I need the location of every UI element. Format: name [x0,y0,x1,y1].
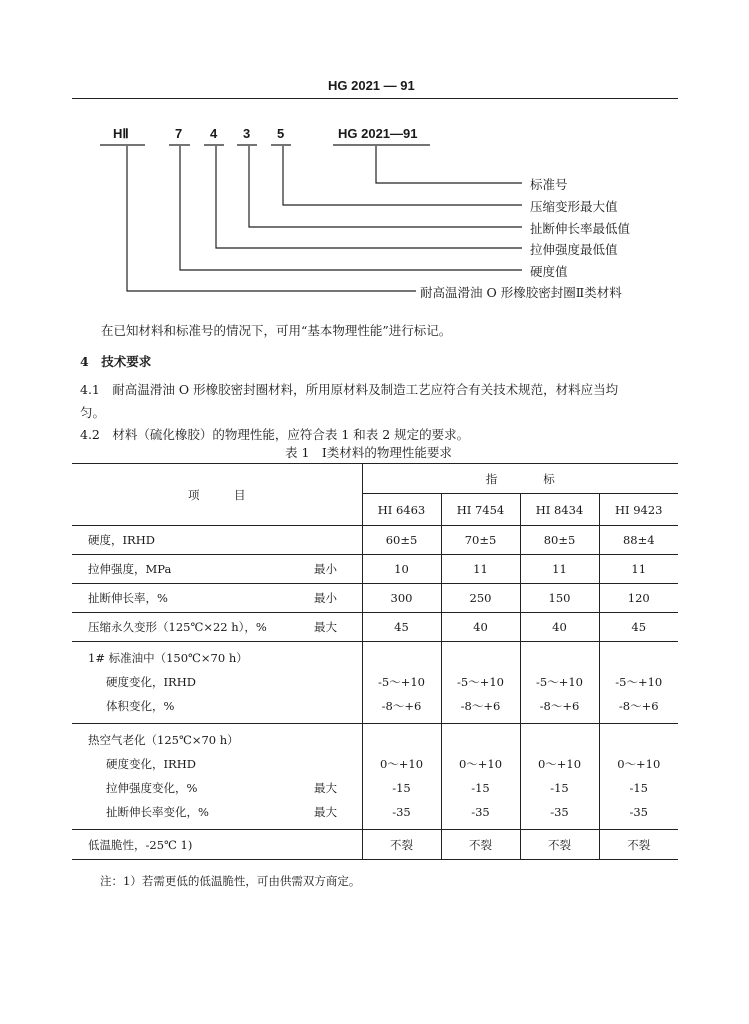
physical-properties-table [72,463,678,860]
row-compression-label: 压缩永久变形（125℃×22 h），% [88,620,267,634]
cell-value: 80±5 [520,526,599,555]
paragraph-4-1-line1: 4.1 耐高温滑油 O 形橡胶密封圈材料，所用原材料及制造工艺应符合有关技术规范，材料应当均 [80,382,619,397]
cell-value: 不裂 [362,830,441,860]
cell-value: 10 [362,555,441,584]
label-hardness: 硬度值 [530,264,568,279]
row-tensile-req: 最小 [314,562,337,576]
label-standard-number: 标准号 [530,177,568,192]
cell-value: -8～+6 [381,699,422,713]
cell-value: -35 [471,805,490,819]
table-caption: 表 1 Ⅰ类材料的物理性能要求 [285,445,452,460]
group-aging-tensile-req: 最大 [314,781,337,795]
cell-value: 0～+10 [617,757,661,771]
cell-value: -15 [471,781,490,795]
code-material-class: HⅡ [113,126,129,141]
row-compression-req: 最大 [314,620,337,634]
label-tensile-min: 拉伸强度最低值 [530,242,618,257]
row-low-temp-label: 低温脆性，-25℃ 1) [88,837,193,852]
cell-value: 11 [599,555,678,584]
section-4-heading: 4 技术要求 [80,354,152,369]
cell-value: 300 [362,584,441,613]
cell-value: -15 [550,781,569,795]
cell-value: 11 [441,555,520,584]
table-row [72,642,678,724]
cell-value: -8～+6 [460,699,501,713]
group-oil-volume-label: 体积变化，% [106,699,175,713]
table-footnote: 注：1）若需更低的低温脆性，可由供需双方商定。 [100,874,361,888]
row-elongation-label: 扯断伸长率，% [88,591,168,605]
code-elongation: 3 [243,126,251,141]
group-aging-hardness-label: 硬度变化，IRHD [106,757,196,771]
cell-value: 70±5 [441,526,520,555]
group-aging-title: 热空气老化（125℃×70 h） [88,733,239,747]
cell-value: 250 [441,584,520,613]
document-number: HG 2021 — 91 [328,78,415,93]
cell-value: 不裂 [441,830,520,860]
cell-value: 45 [362,613,441,642]
group-oil-title: 1# 标准油中（150℃×70 h） [88,651,248,665]
cell-value: -35 [629,805,649,819]
code-tensile: 4 [210,126,218,141]
code-standard: HG 2021—91 [338,126,418,141]
grade-hi-9423: HⅠ 9423 [599,494,678,526]
group-oil-hardness-label: 硬度变化，IRHD [106,675,196,689]
cell-value: 40 [441,613,520,642]
cell-value: -8～+6 [539,699,580,713]
cell-value: -15 [392,781,411,795]
table-row [72,724,678,830]
table-row [72,613,678,642]
cell-value: -5～+10 [536,675,583,689]
label-elongation-min: 扯断伸长率最低值 [530,221,631,236]
cell-value: 150 [520,584,599,613]
group-aging-elongation-label: 扯断伸长率变化，% [106,805,209,819]
row-tensile-label: 拉伸强度，MPa [88,562,172,576]
group-aging-tensile-label: 拉伸强度变化，% [106,781,198,795]
group-aging-elongation-req: 最大 [314,805,337,819]
label-compression-max: 压缩变形最大值 [530,199,618,214]
header-index: 指 标 [362,464,678,494]
header-item: 项 目 [72,464,362,526]
row-elongation-req: 最小 [314,591,337,605]
cell-value: -5～+10 [457,675,504,689]
grade-hi-6463: HⅠ 6463 [362,494,441,526]
cell-value: 0～+10 [537,757,582,771]
cell-value: 不裂 [599,830,678,860]
designation-leader-lines [0,0,749,310]
cell-value: 0～+10 [458,757,503,771]
cell-value: 11 [520,555,599,584]
row-hardness-label: 硬度，IRHD [88,533,155,547]
cell-value: 40 [520,613,599,642]
cell-value: 88±4 [599,526,678,555]
cell-value: -8～+6 [618,699,659,713]
cell-value: -15 [629,781,649,795]
cell-value: 60±5 [362,526,441,555]
table-row [72,555,678,584]
code-compression: 5 [277,126,285,141]
code-hardness: 7 [175,126,183,141]
cell-value: -5～+10 [615,675,663,689]
cell-value: 不裂 [520,830,599,860]
paragraph-marking: 在已知材料和标准号的情况下，可用“基本物理性能”进行标记。 [101,323,452,338]
cell-value: -35 [550,805,569,819]
grade-hi-7454: HⅠ 7454 [441,494,520,526]
label-material-class: 耐高温滑油 O 形橡胶密封圈Ⅱ类材料 [420,285,622,300]
cell-value: 120 [599,584,678,613]
cell-value: -5～+10 [378,675,425,689]
paragraph-4-1-line2: 匀。 [80,405,106,420]
cell-value: -35 [392,805,411,819]
cell-value: 45 [599,613,678,642]
table-row [72,526,678,555]
paragraph-4-2: 4.2 材料（硫化橡胶）的物理性能，应符合表 1 和表 2 规定的要求。 [80,427,470,442]
table-row [72,584,678,613]
grade-hi-8434: HⅠ 8434 [520,494,599,526]
cell-value: 0～+10 [379,757,424,771]
table-row [72,830,678,860]
